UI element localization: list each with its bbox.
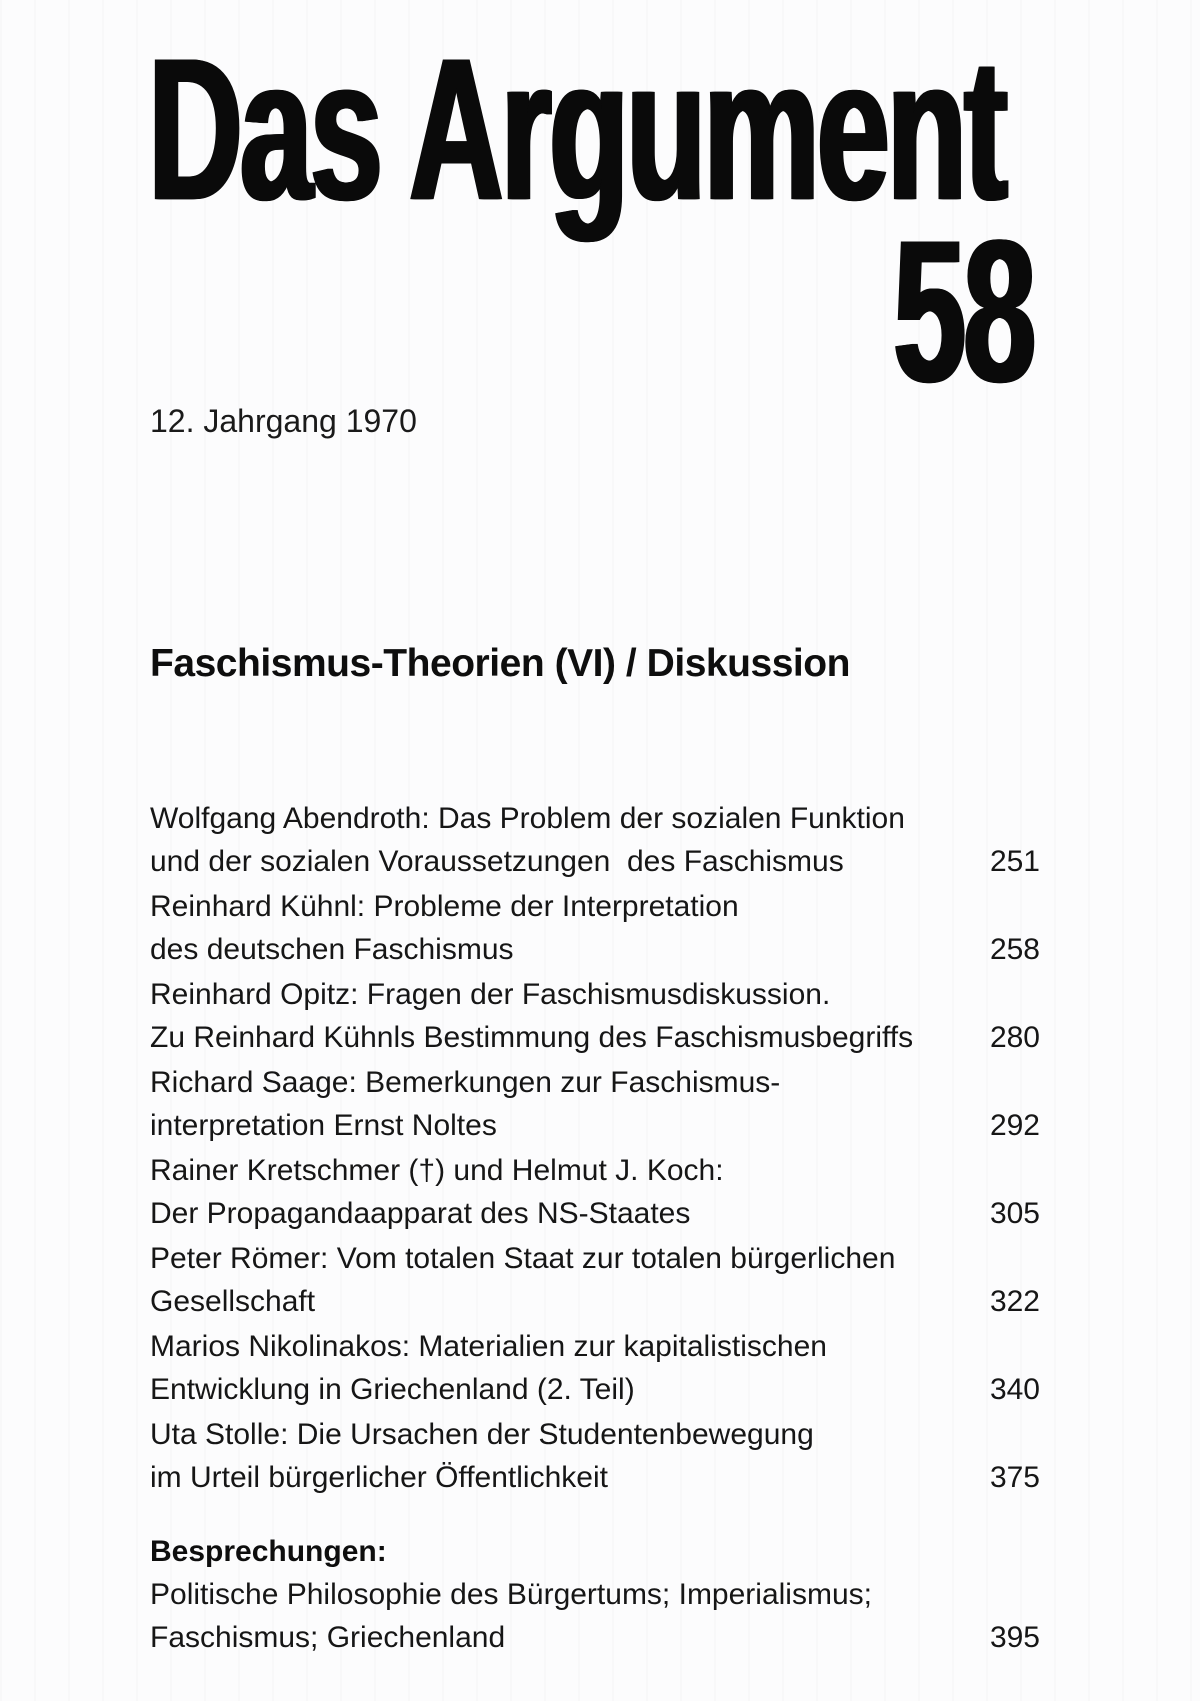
reviews-heading: Besprechungen: (150, 1535, 387, 1568)
toc-entry-page-number: 305 (989, 1197, 1040, 1230)
toc-entry-page-number: 340 (989, 1373, 1040, 1406)
toc-entry-line2: interpretation Ernst Noltes (150, 1109, 497, 1142)
journal-issue-number: 58 (893, 196, 1034, 425)
toc-entry-text (150, 1325, 974, 1411)
reviews-line2: Faschismus; Griechenland (150, 1621, 506, 1654)
toc-entry-text (150, 797, 974, 883)
volume-year-line: 12. Jahrgang 1970 (150, 403, 417, 439)
toc-entry-line1: Peter Römer: Vom totalen Staat zur totalen bürgerlichen (150, 1242, 896, 1275)
toc-entry (150, 973, 1040, 1059)
toc-entry-text (150, 973, 974, 1059)
reviews-entry-text (150, 1573, 974, 1659)
toc-entry-text (150, 885, 974, 971)
toc-entry-line1: Richard Saage: Bemerkungen zur Faschismus- (150, 1066, 781, 1099)
toc-entry-line2: Gesellschaft (150, 1285, 316, 1318)
toc-entry (150, 1237, 1040, 1323)
section-title: Faschismus-Theorien (VI) / Diskussion (150, 642, 851, 685)
toc-entry-line1: Reinhard Opitz: Fragen der Faschismusdiskussion. (150, 978, 831, 1011)
toc-entry-line2: Entwicklung in Griechenland (2. Teil) (150, 1373, 635, 1406)
toc-entry-line1: Rainer Kretschmer (†) und Helmut J. Koch: (150, 1154, 724, 1187)
toc-entry-line1: Reinhard Kühnl: Probleme der Interpretation (150, 890, 739, 923)
toc-entry (150, 1325, 1040, 1411)
toc-entry-line2: und der sozialen Voraussetzungen des Faschismus (150, 845, 844, 878)
reviews-entry (150, 1573, 1040, 1659)
table-of-contents (150, 797, 1040, 1659)
toc-entry (150, 885, 1040, 971)
toc-entry-text (150, 1413, 974, 1499)
toc-entry-page-number: 375 (989, 1461, 1040, 1494)
toc-entry-line2: Zu Reinhard Kühnls Bestimmung des Faschismusbegriffs (150, 1021, 914, 1054)
toc-entry-line2: des deutschen Faschismus (150, 933, 514, 966)
toc-entry-text (150, 1061, 974, 1147)
toc-entry-line2: im Urteil bürgerlicher Öffentlichkeit (150, 1461, 608, 1494)
toc-entry-line2: Der Propagandaapparat des NS-Staates (150, 1197, 691, 1230)
toc-entry-text (150, 1237, 974, 1323)
toc-entry-line1: Uta Stolle: Die Ursachen der Studentenbewegung (150, 1418, 814, 1451)
toc-entry-page-number: 322 (989, 1285, 1040, 1318)
journal-masthead-title: Das Argument (148, 14, 1005, 243)
toc-entry-text (150, 1149, 974, 1235)
toc-entry-line1: Wolfgang Abendroth: Das Problem der sozialen Funktion (150, 802, 905, 835)
reviews-section (150, 1530, 1040, 1659)
toc-entry (150, 797, 1040, 883)
toc-entry (150, 1149, 1040, 1235)
toc-entry-page-number: 292 (989, 1109, 1040, 1142)
toc-entry-page-number: 258 (989, 933, 1040, 966)
toc-entry-page-number: 280 (989, 1021, 1040, 1054)
toc-entry-line1: Marios Nikolinakos: Materialien zur kapitalistischen (150, 1330, 827, 1363)
toc-entry-page-number: 251 (989, 845, 1040, 878)
reviews-page-number: 395 (989, 1621, 1040, 1654)
reviews-line1: Politische Philosophie des Bürgertums; Imperialismus; (150, 1578, 872, 1611)
toc-entry (150, 1061, 1040, 1147)
toc-entry (150, 1413, 1040, 1499)
